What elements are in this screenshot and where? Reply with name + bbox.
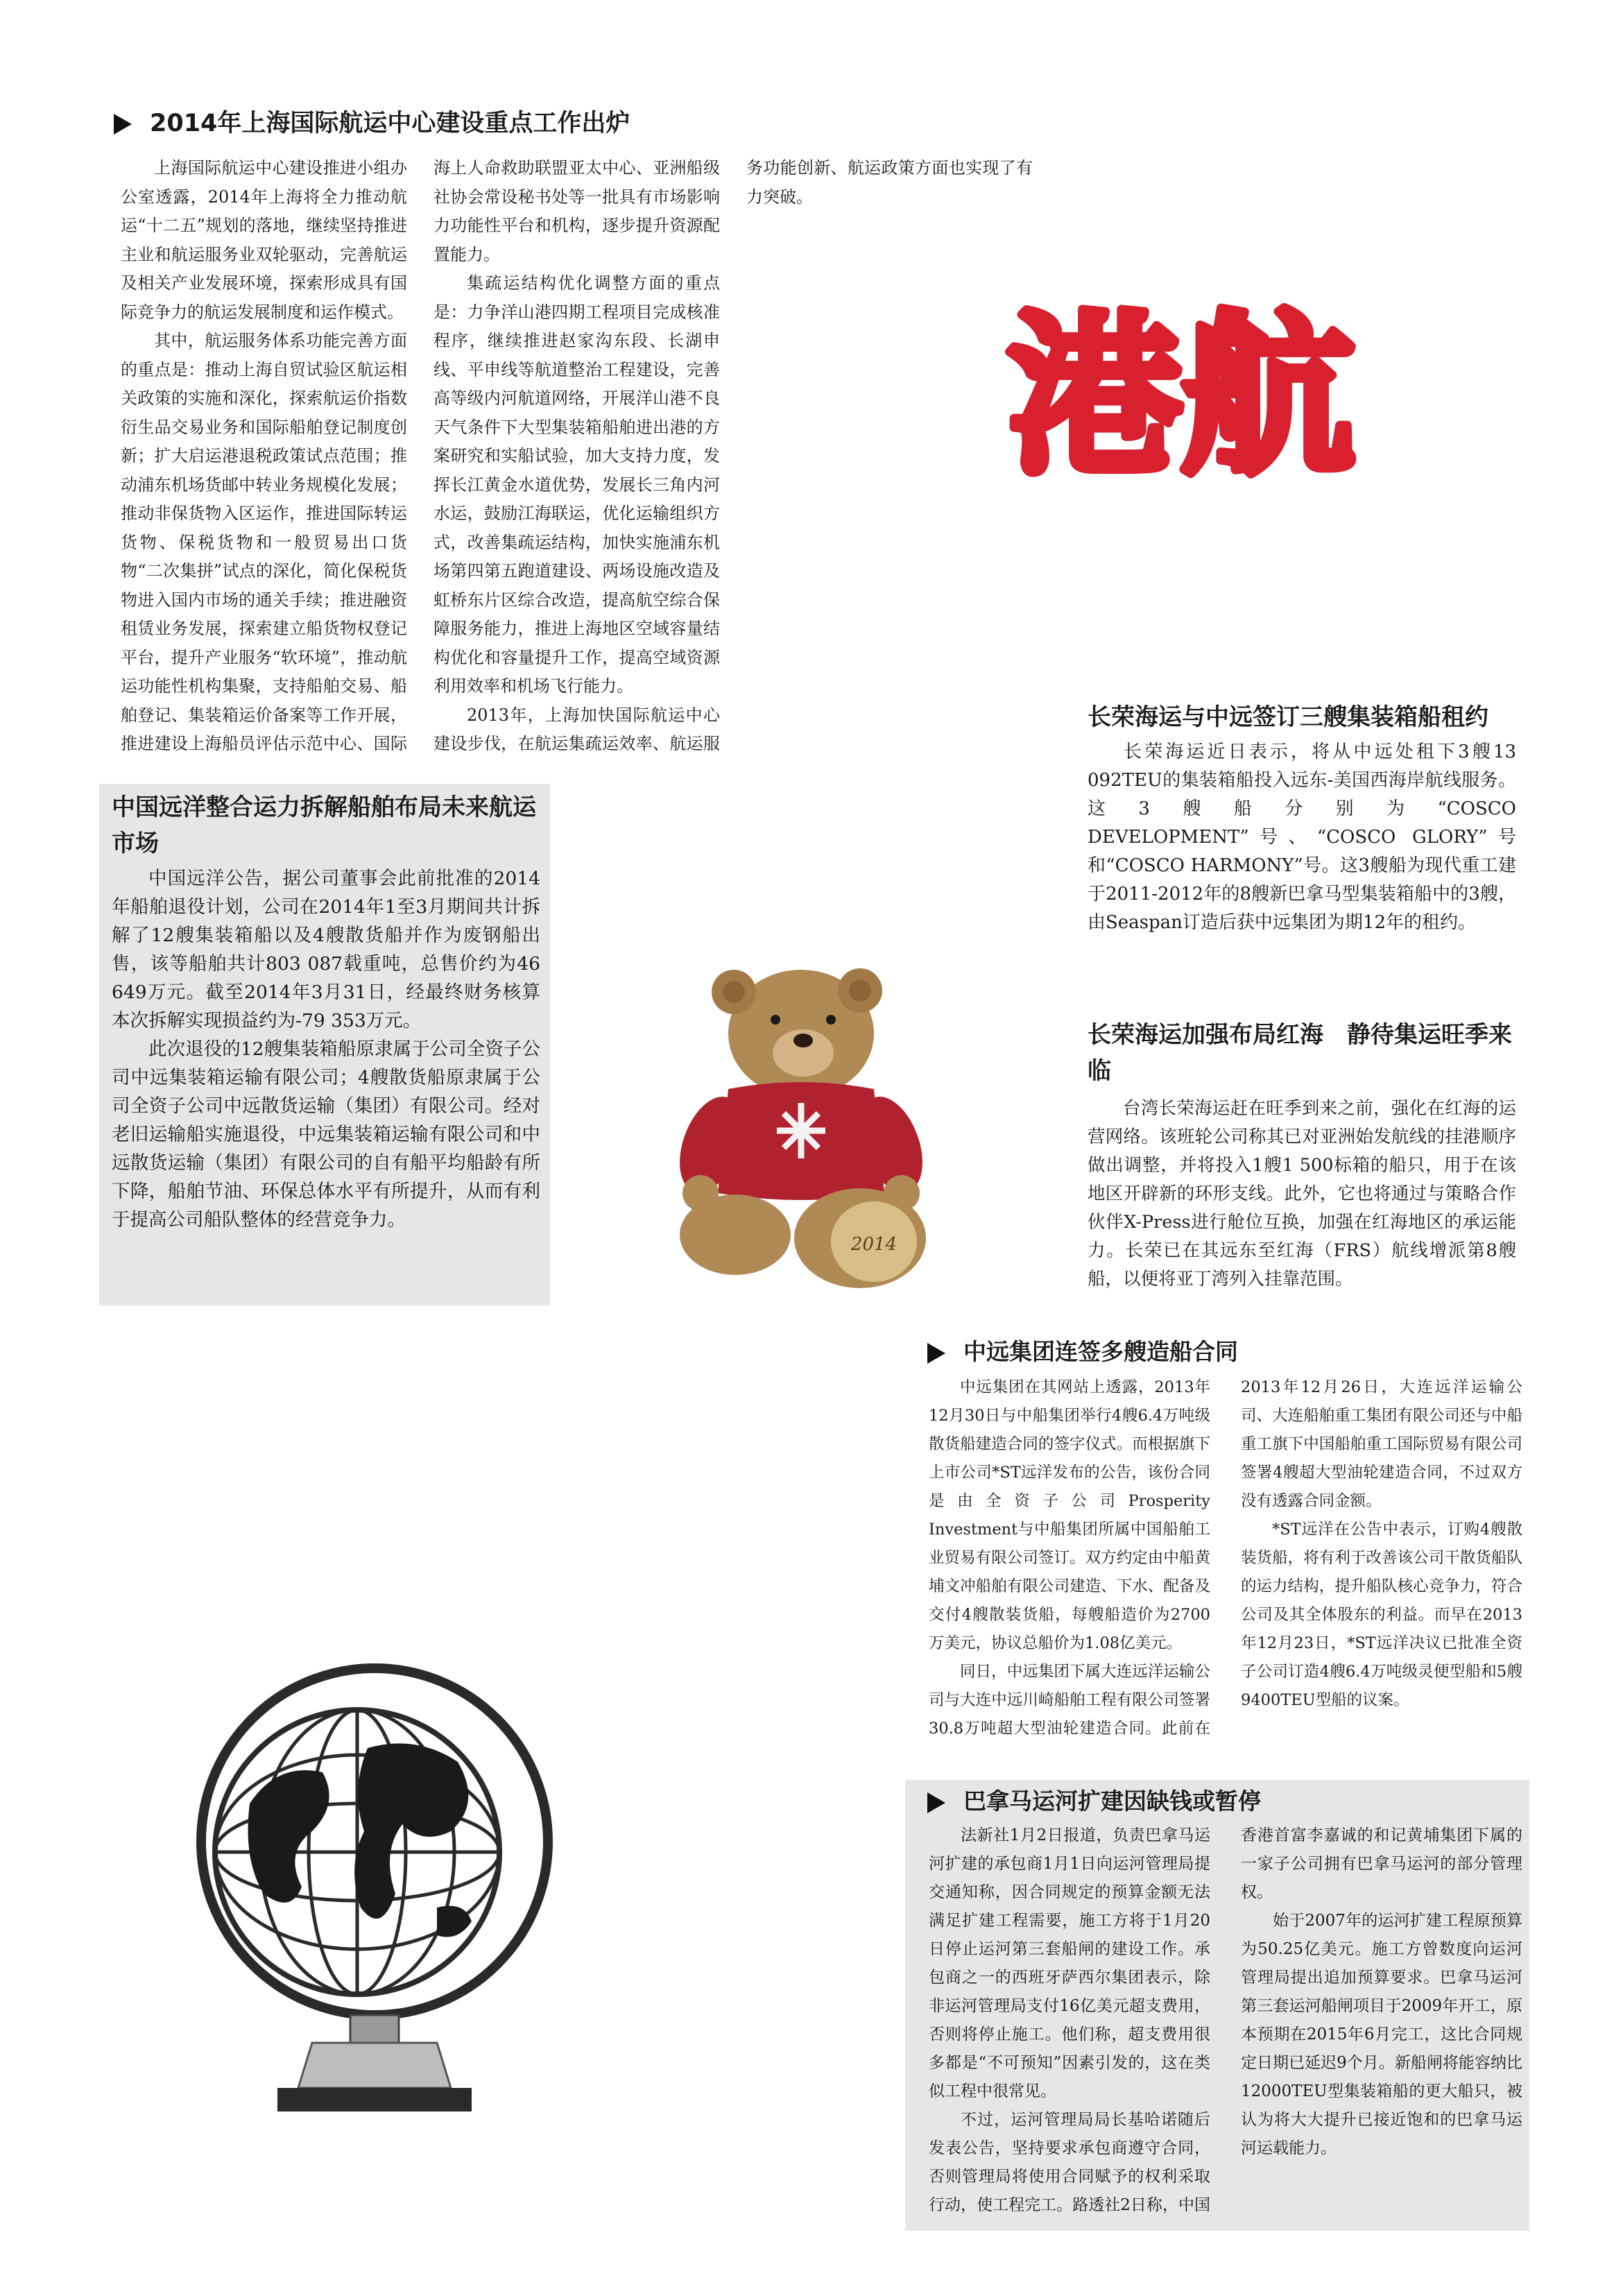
article-cosco-shipbuilding (905, 1333, 1529, 1777)
article-title: 2014年上海国际航运中心建设重点工作出炉 (114, 108, 734, 139)
article-shanghai-shipping-center (90, 104, 1033, 784)
globe-stem (350, 2015, 399, 2043)
bear-leg-left (680, 1194, 791, 1275)
article-body (919, 1373, 1522, 1769)
article-body (1088, 738, 1516, 937)
hanghang-logo (984, 290, 1379, 497)
article-body (1088, 1095, 1516, 1294)
paragraph: 台湾长荣海运赶在旺季到来之前，强化在红海的运营网络。该班轮公司称其已对亚洲始发航线的挂港顺序做出调整，并将投入1艘1 500标箱的船只，用于在该地区开辟新的环形支线。此外，它也将通过与策略合作伙伴X-Press进行舱位互换，加强在红海地区的承运能力。长荣已在其远东至红海（FRS）航线增派第8艘船，以便将亚丁湾列入挂靠范围。 (1088, 1098, 1516, 1290)
globe-foot (277, 2088, 472, 2111)
bear-eye-left (771, 1015, 780, 1025)
globe-image (173, 1644, 576, 2136)
paragraph: 上海国际航运中心建设推进小组办公室透露，2014年上海将全力推动航运“十二五”规划的落地，继续坚持推进主业和航运服务业双轮驱动，完善航运及相关产业发展环境，探索形成具有国际竞争力的航运发展制度和运作模式。 (121, 158, 407, 322)
paragraph: 法新社1月2日报道，负责巴拿马运河扩建的承包商1月1日向运河管理局提交通知称，因合同规定的预算金额无法满足扩建工程需要，施工方将于1月20日停止运河第三套船闸的建设工作。承包商之一的西班牙萨西尔集团表示，除非运河管理局支付16亿美元超支费用，否则将停止施工。他们称，超支费用很多都是“不可预知”因素引发的，这在类似工程中很常见。 (929, 1826, 1210, 2100)
teddy-bear-image (652, 964, 971, 1290)
arrow-bullet-icon (927, 1792, 945, 1813)
bear-paw-text: 2014 (850, 1234, 898, 1255)
article-cosco-scrapping (99, 784, 550, 1305)
paragraph: 中远集团在其网站上透露，2013年12月30日与中船集团举行4艘6.4万吨级散货船建造合同的签字仪式。而根据旗下上市公司*ST远洋发布的公告，该份合同是由全资子公司Prosperity Investment与中船集团所属中国船舶工业贸易有限公司签订。双方约定由中船黄埔文冲船舶有限公司建造、下水、配备及交付4艘散装货船，每艘船造价为2700万美元，协议总船价为1.08亿美元。 (929, 1378, 1210, 1652)
article-title: 巴拿马运河扩建因缺钱或暂停 (927, 1783, 1522, 1820)
paragraph: 此次退役的12艘集装箱船原隶属于公司全资子公司中远集装箱运输有限公司；4艘散货船原隶属于公司全资子公司中远散货运输（集团）有限公司。经对老旧运输船实施退役，中远集装箱运输有限公司和中远散货运输（集团）有限公司的自有船平均船龄有所下降，船舶节油、环保总体水平有所提升，从而有利于提高公司船队整体的经营竞争力。 (112, 1038, 540, 1231)
paragraph: 不过，运河管理局局长基哈诺随后发表公告，坚持要求承包商遵守合同，否则管理局将使用合同赋予的权利采取行动，使工程完工。路透社2日称，中国香港首富李嘉诚的和记黄埔集团下属的一家子公司拥有巴拿马运河的部分管理权。 (929, 1826, 1522, 2214)
article-title: 长荣海运与中远签订三艘集装箱船租约 (1088, 703, 1488, 731)
logo-text: 港航 (1008, 295, 1355, 497)
paragraph: 始于2007年的运河扩建工程原预算为50.25亿美元。施工方曾数度向运河管理局提出追加预算要求。巴拿马运河第三套运河船闸项目于2009年开工，原本预期在2015年6月完工，这比合同规定日期已延迟9个月。新船闸将能容纳比12000TEU型集装箱船的更大船只，被认为将大大提升已接近饱和的巴拿马运河运载能力。 (1241, 1912, 1522, 2157)
article-title: 中远集团连签多艘造船合同 (927, 1333, 1522, 1371)
paragraph: 其中，航运服务体系功能完善方面的重点是：推动上海自贸试验区航运相关政策的实施和深化，探索航运价指数衍生品交易业务和国际船舶登记制度创新；扩大启运港退税政策试点范围；推动浦东机场货邮中转业务规模化发展；推动非保货物入区运作，推进国际转运货物、保税货物和一般贸易出口货物“二次集拼”试点的深化，简化保税货物进入国内市场的通关手续；推进融资租赁业务发展，探索建立船货物权登记平台，提升产业服务“软环境”，推动航运功能性机构集聚，支持船舶交易、船舶登记、集装箱运价备案等工作开展，推进建设上海船员评估示范中心、国际海上人命救助联盟亚太中心、亚洲船级社协会常设秘书处等一批具有市场影响力功能性平台和机构，逐步提升资源配置能力。 (121, 158, 720, 753)
paragraph: 中国远洋公告，据公司董事会此前批准的2014年船舶退役计划，公司在2014年1至3月期间共计拆解了12艘集装箱船以及4艘散货船并作为废钢船出售，该等船舶共计803 087载重吨，总售价约为46 649万元。截至2014年3月31日，经最终财务核算本次拆解实现损益约为-79 353万元。 (112, 868, 540, 1031)
article-body (98, 154, 1033, 764)
article-evergreen-red-sea (1074, 1013, 1525, 1342)
globe-base (298, 2043, 451, 2088)
arrow-bullet-icon (114, 114, 132, 135)
paragraph: 2013年，上海加快国际航运中心建设步伐，在航运集疏运效率、航运服务功能创新、航运政策方面也实现了有力突破。 (433, 158, 1033, 753)
paragraph: 同日，中远集团下属大连远洋运输公司与大连中远川崎船舶工程有限公司签署30.8万吨超大型油轮建造合同。此前在2013年12月26日，大连远洋运输公司、大连船舶重工集团有限公司还与中船重工旗下中国船舶重工国际贸易有限公司签署4艘超大型油轮建造合同，不过双方没有透露合同金额。 (929, 1378, 1522, 1738)
bear-eye-right (826, 1015, 836, 1025)
paragraph: 集疏运结构优化调整方面的重点是：力争洋山港四期工程项目完成核准程序，继续推进赵家沟东段、长湖申线、平申线等航道整治工程建设，完善高等级内河航道网络，开展洋山港不良天气条件下大型集装箱船舶进出港的方案研究和实船试验，加大支持力度，发挥长江黄金水道优势，发展长三角内河水运，鼓励江海联运，优化运输组织方式，改善集疏运结构，加快实施浦东机场第四第五跑道建设、两场设施改造及虹桥东片区综合改造，提高航空综合保障服务能力，推进上海地区空域容量结构优化和容量提升工作，提高空域资源利用效率和机场飞行能力。 (433, 273, 720, 696)
globe-icon (173, 1644, 576, 2136)
article-body (112, 864, 540, 1234)
article-title: 长荣海运加强布局红海 静待集运旺季来临 (1088, 1021, 1512, 1085)
paragraph: 长荣海运近日表示，将从中远处租下3艘13 092TEU的集装箱船投入远东-美国西海岸航线服务。这3艘船分别为“COSCO DEVELOPMENT”号、“COSCO GLORY”号和“COSCO HARMONY”号。这3艘船为现代重工建于2011-2012年的8艘新巴拿马型集装箱船中的3艘，由Seaspan订造后获中远集团为期12年的租约。 (1088, 742, 1516, 933)
paragraph: *ST远洋在公告中表示，订购4艘散装货船，将有利于改善该公司干散货船队的运力结构，提升船队核心竞争力，符合公司及其全体股东的利益。而早在2013年12月23日，*ST远洋决议已批准全资子公司订造4艘6.4万吨级灵便型船和5艘9400TEU型船的议案。 (1241, 1520, 1522, 1709)
article-panama-canal (905, 1780, 1529, 2231)
article-title: 中国远洋整合运力拆解船舶布局未来航运市场 (112, 794, 536, 857)
article-body (919, 1822, 1522, 2224)
teddy-bear-icon (652, 964, 971, 1290)
logo-graphic (984, 290, 1379, 497)
article-evergreen-charter (1074, 695, 1525, 1013)
bear-nose (793, 1034, 813, 1047)
arrow-bullet-icon (927, 1343, 945, 1364)
